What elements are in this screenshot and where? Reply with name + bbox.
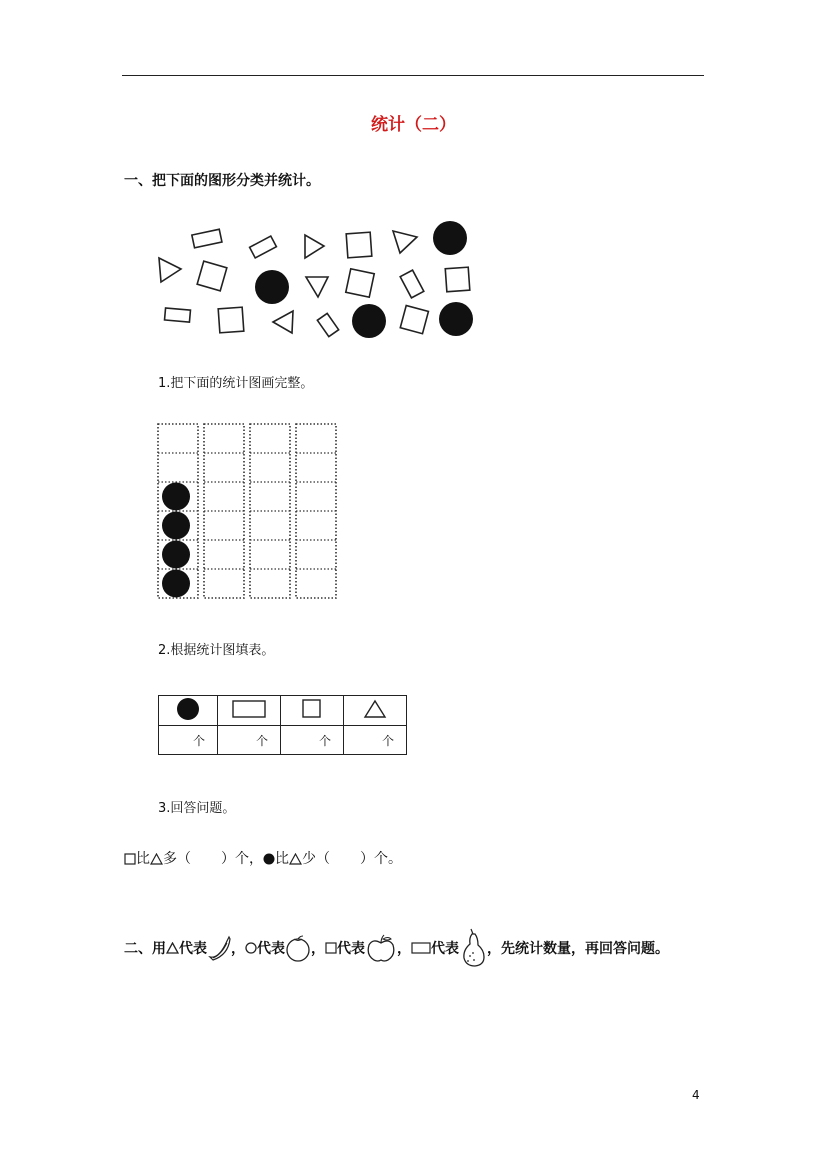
shape-rectangle xyxy=(192,229,222,248)
top-rule xyxy=(122,75,704,76)
orange-icon xyxy=(285,933,311,963)
page-number: 4 xyxy=(692,1088,700,1102)
shape-square xyxy=(346,232,372,258)
shape-square xyxy=(400,306,428,334)
shape-triangle xyxy=(393,231,417,253)
apple-icon xyxy=(365,933,397,963)
table-cell-square xyxy=(281,696,344,726)
chart-filled-circle xyxy=(162,512,190,540)
shape-rectangle xyxy=(317,313,338,336)
table-answer-cell[interactable]: 个 xyxy=(159,726,218,755)
shape-circle xyxy=(255,270,289,304)
table-answer-cell[interactable]: 个 xyxy=(344,726,407,755)
shape-triangle xyxy=(305,235,324,258)
filled-circle-icon xyxy=(263,853,275,865)
rectangle-icon xyxy=(411,942,431,954)
shape-square xyxy=(197,261,227,291)
banana-icon xyxy=(207,933,231,963)
chart-filled-circle xyxy=(162,570,190,598)
shape-collection xyxy=(150,215,480,345)
shape-circle xyxy=(352,304,386,338)
shape-square xyxy=(346,269,374,297)
shape-rectangle xyxy=(165,308,191,322)
table-cell-rectangle xyxy=(218,696,281,726)
shape-circle xyxy=(433,221,467,255)
pear-icon xyxy=(459,928,487,968)
triangle-icon xyxy=(166,942,179,954)
chart-filled-circle xyxy=(162,541,190,569)
chart-column[interactable] xyxy=(296,424,336,598)
table-cell-circle xyxy=(159,696,218,726)
shape-circle xyxy=(439,302,473,336)
table-cell-triangle xyxy=(344,696,407,726)
chart-column[interactable] xyxy=(204,424,244,598)
shape-triangle xyxy=(273,311,293,333)
page-title: 统计（二） xyxy=(371,115,456,135)
chart-filled-circle xyxy=(162,483,190,511)
table-answer-cell[interactable]: 个 xyxy=(218,726,281,755)
square-icon xyxy=(124,853,136,865)
section1-heading: 一、把下面的图形分类并统计。 xyxy=(124,173,320,189)
shape-rectangle xyxy=(250,236,277,258)
rectangle-icon xyxy=(231,698,267,720)
shape-triangle xyxy=(159,258,181,282)
question3-line: 比 多（ ）个， 比 少（ ）个。 xyxy=(124,848,402,868)
shape-square xyxy=(218,307,244,333)
pictograph-chart xyxy=(155,420,340,610)
chart-column[interactable] xyxy=(250,424,290,598)
triangle-icon xyxy=(150,853,163,865)
shape-rectangle xyxy=(400,270,424,298)
sub-question-1: 1.把下面的统计图画完整。 xyxy=(158,376,314,391)
shape-triangle xyxy=(306,277,328,297)
square-icon xyxy=(301,698,323,720)
table-header-row xyxy=(159,696,407,726)
section2-heading: 二、用 代表 ， 代表 ， 代表 ， 代表 ，先统计数量，再回答问题。 xyxy=(124,928,669,968)
sub-question-3: 3.回答问题。 xyxy=(158,801,236,816)
triangle-icon xyxy=(289,853,302,865)
triangle-icon xyxy=(363,698,387,720)
square-icon xyxy=(325,942,337,954)
table-answer-row xyxy=(159,726,407,755)
tally-table xyxy=(158,695,407,755)
sub-question-2: 2.根据统计图填表。 xyxy=(158,643,275,658)
circle-icon xyxy=(245,942,257,954)
shape-square xyxy=(445,267,470,292)
filled-circle-icon xyxy=(175,696,201,722)
table-answer-cell[interactable]: 个 xyxy=(281,726,344,755)
